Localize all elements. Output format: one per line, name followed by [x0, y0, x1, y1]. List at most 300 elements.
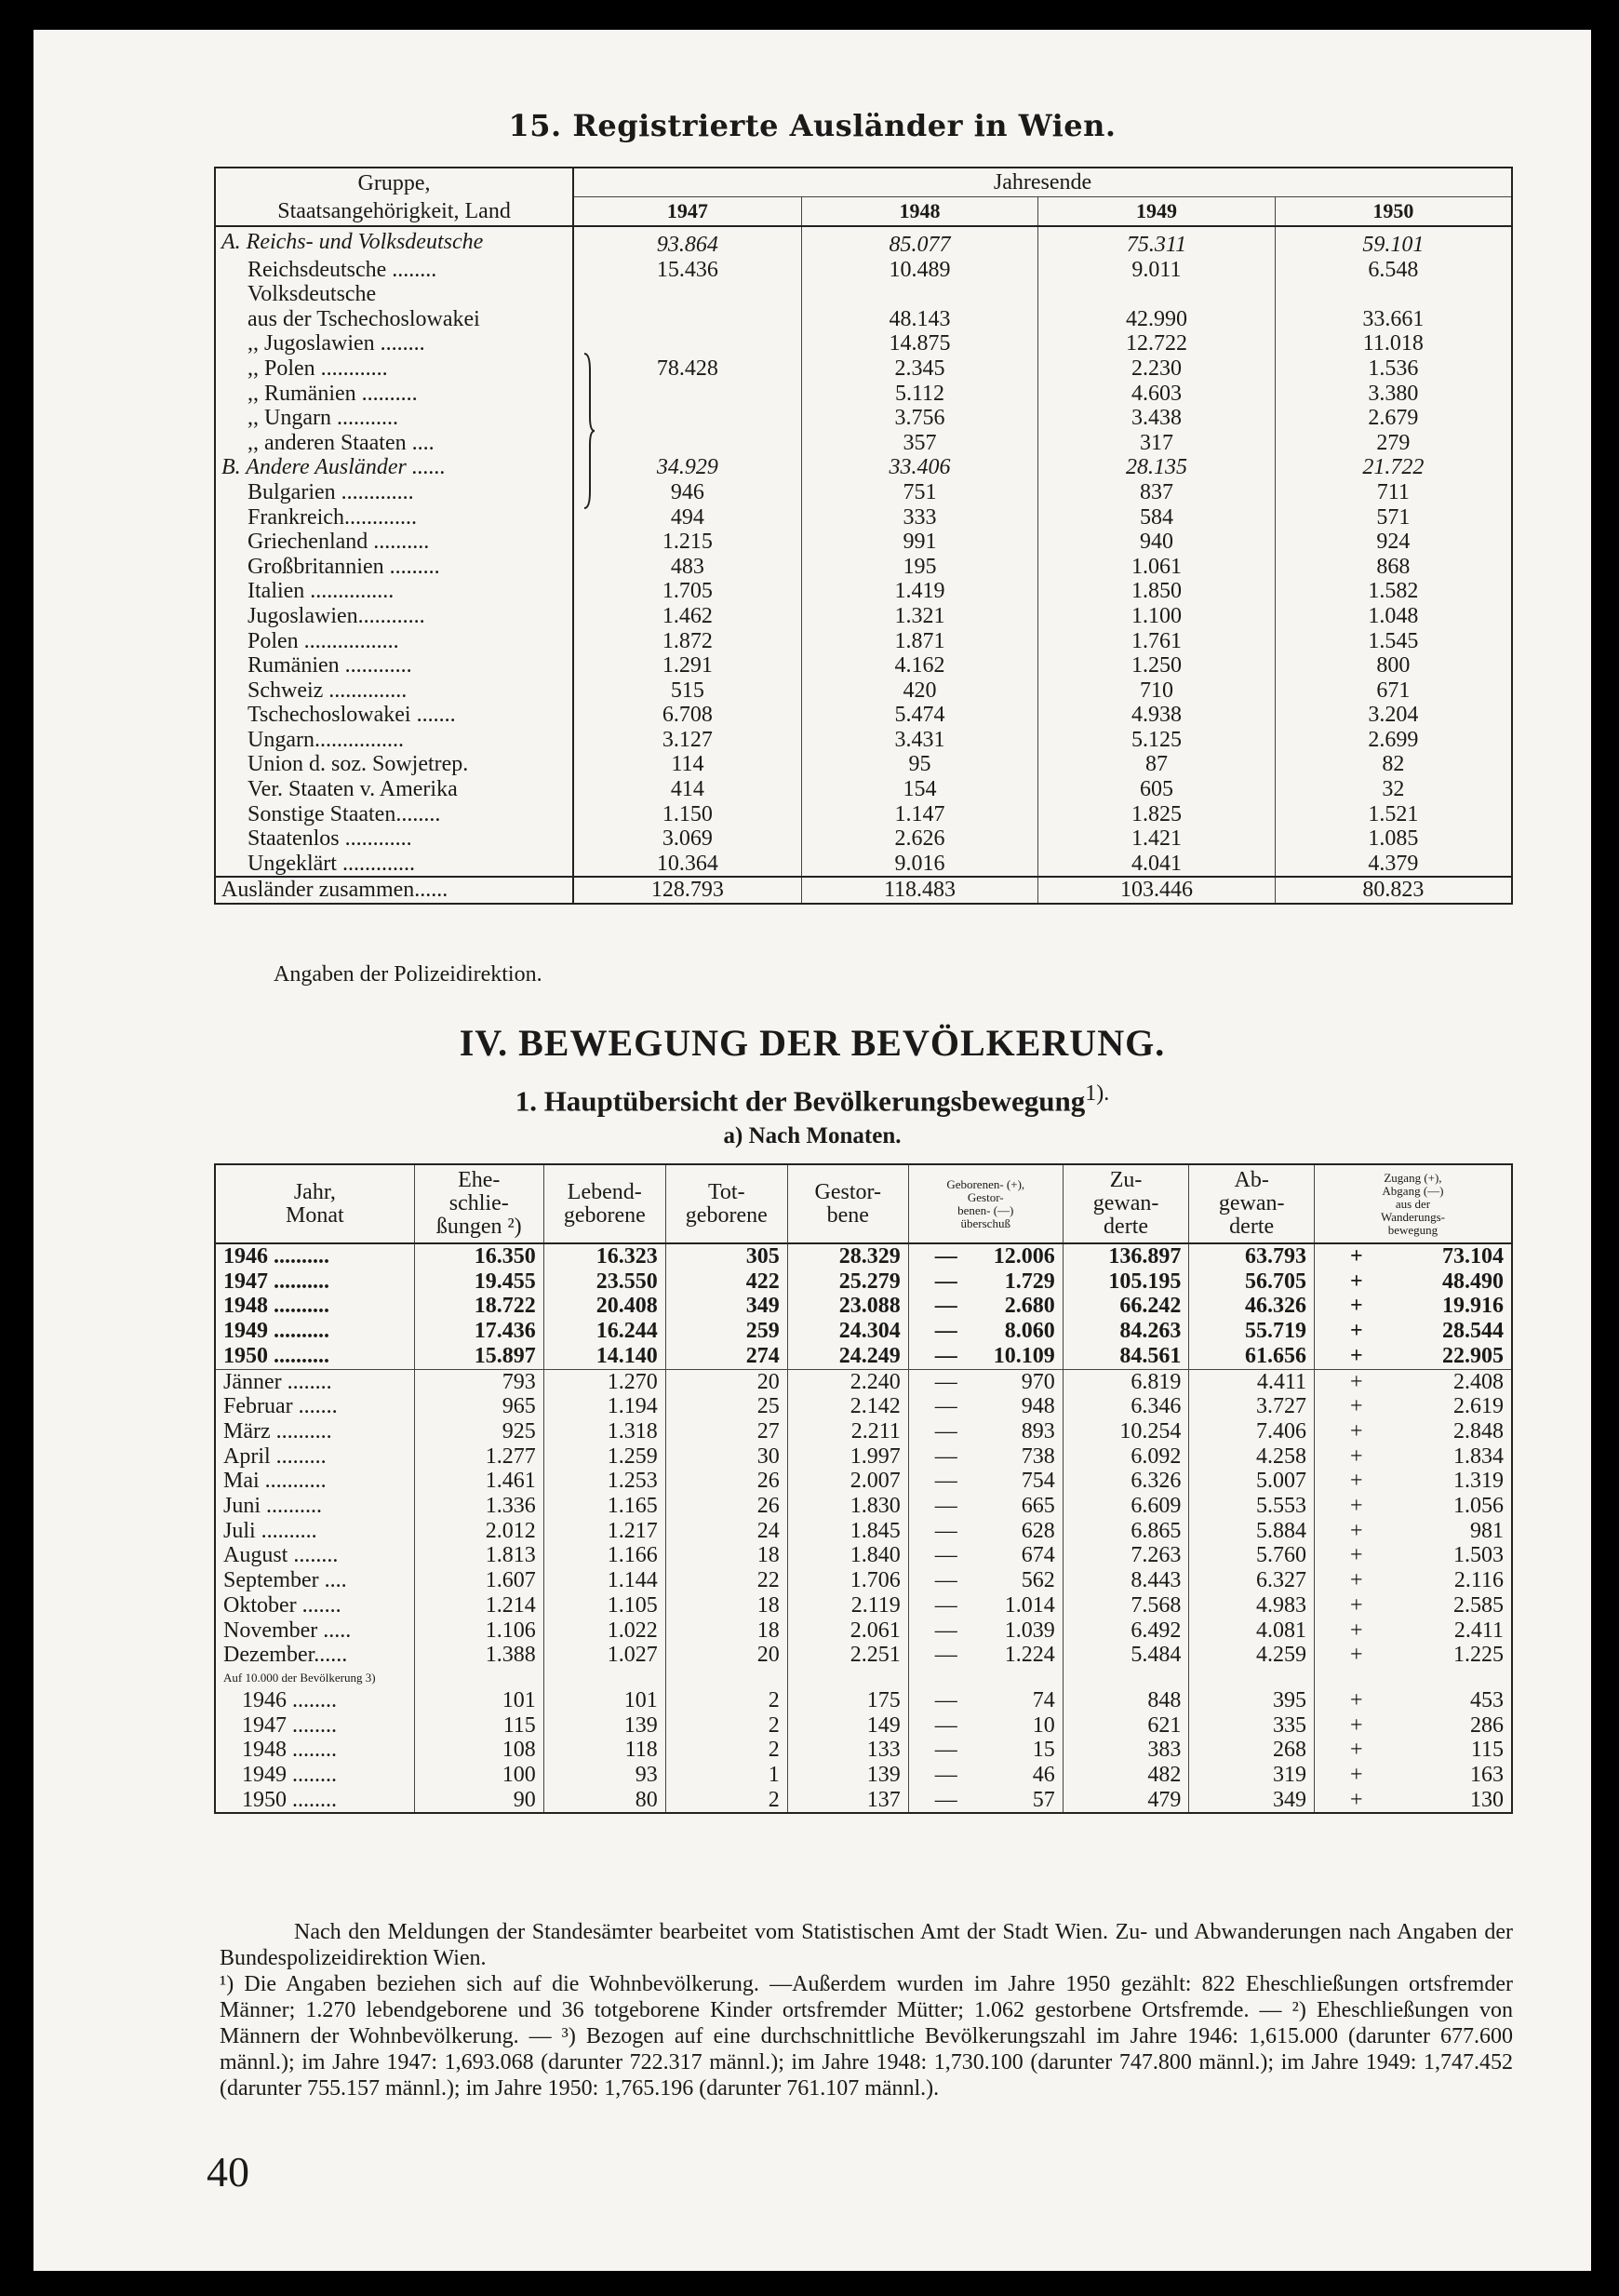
cell-value: 12.006	[993, 1244, 1055, 1269]
sign: +	[1349, 1518, 1363, 1543]
cell-value: 981	[1470, 1518, 1504, 1543]
table-row	[215, 1369, 1512, 1394]
cell-value: 55.719	[1189, 1319, 1315, 1344]
column-header: Gestor- bene	[787, 1164, 908, 1243]
cell-value: 1.215	[573, 530, 801, 555]
row-label: Jänner ........	[215, 1369, 414, 1394]
cell-value: 46	[1032, 1763, 1055, 1788]
row-label: Union d. soz. Sowjetrep.	[215, 752, 573, 777]
cell-value: 73.104	[1442, 1244, 1504, 1269]
cell-value: 1.165	[543, 1494, 665, 1519]
cell-value: 1.871	[801, 629, 1037, 654]
table-row	[215, 1688, 1512, 1713]
migration-balance-cell	[1314, 1319, 1512, 1344]
cell-value: 101	[414, 1688, 543, 1713]
sign: —	[934, 1592, 957, 1618]
row-label: Schweiz ..............	[215, 678, 573, 704]
cell-value: 46.326	[1189, 1294, 1315, 1319]
cell-value: 93	[543, 1763, 665, 1788]
sign: +	[1349, 1787, 1363, 1812]
cell-value: 2.680	[1004, 1294, 1055, 1319]
birth-balance-cell	[908, 1469, 1063, 1494]
cell-value: 948	[1021, 1394, 1055, 1419]
cell-value: 2.345	[801, 356, 1037, 382]
cell-value: 754	[1021, 1469, 1055, 1494]
column-header: Ehe- schlie- ßungen ²)	[414, 1164, 543, 1243]
table-row	[215, 604, 1512, 629]
cell-value: 30	[665, 1444, 787, 1470]
cell-value: 2	[665, 1738, 787, 1763]
birth-balance-cell	[908, 1788, 1063, 1814]
migration-balance-cell	[1314, 1713, 1512, 1739]
section-subsubheading: a) Nach Monaten.	[723, 1123, 902, 1148]
cell-value: 1.061	[1038, 555, 1275, 580]
empty-cell	[543, 1668, 665, 1688]
cell-value: 1.840	[787, 1543, 908, 1568]
cell-value: 1.706	[787, 1568, 908, 1593]
row-label: aus der Tschechoslowakei	[215, 307, 573, 332]
cell-value: 671	[1376, 678, 1411, 703]
sign: —	[934, 1469, 957, 1494]
cell-value: 15.897	[414, 1344, 543, 1369]
row-label: Sonstige Staaten........	[215, 802, 573, 827]
cell-value: 6.346	[1063, 1394, 1189, 1419]
table-row	[215, 1713, 1512, 1739]
cell-value: 482	[1063, 1763, 1189, 1788]
cell-value: 14.875	[801, 331, 1037, 356]
cell-value	[573, 382, 801, 407]
cell-value: 21.722	[1362, 455, 1425, 480]
row-label: 1950 ..........	[215, 1344, 414, 1369]
table-row	[215, 1788, 1512, 1814]
birth-balance-cell	[908, 1394, 1063, 1419]
cell-value: 130	[1470, 1787, 1504, 1812]
subheading-text: 1. Hauptübersicht der Bevölkerungsbewegung	[515, 1084, 1086, 1118]
total-value: 80.823	[1275, 877, 1512, 904]
row-label: Juli ..........	[215, 1519, 414, 1544]
table-row	[215, 826, 1512, 852]
row-label: ,, Ungarn ...........	[215, 406, 573, 431]
section-subheading	[33, 1081, 1591, 1118]
row-label: Tschechoslowakei .......	[215, 703, 573, 728]
sign: +	[1349, 1618, 1363, 1643]
cell-value: 848	[1063, 1688, 1189, 1713]
foreigners-table-body	[215, 226, 1512, 904]
cell-value: 3.431	[801, 728, 1037, 753]
cell-value: 1.194	[543, 1394, 665, 1419]
cell-value: 665	[1021, 1494, 1055, 1519]
cell-value: 1.259	[543, 1444, 665, 1470]
cell-value: 10.364	[573, 852, 801, 878]
cell-value: 2.408	[1453, 1369, 1504, 1394]
row-label: Griechenland ..........	[215, 530, 573, 555]
table-row	[215, 1593, 1512, 1618]
cell-value: 584	[1038, 505, 1275, 530]
table-row	[215, 1344, 1512, 1369]
cell-value: 925	[414, 1419, 543, 1444]
table1-source: Angaben der Polizeidirektion.	[274, 962, 542, 987]
row-label: September ....	[215, 1568, 414, 1593]
cell-value: 710	[1038, 678, 1275, 704]
cell-value: 7.406	[1189, 1419, 1315, 1444]
total-value: 128.793	[573, 877, 801, 904]
cell-value: 1.830	[787, 1494, 908, 1519]
cell-value: 90	[414, 1788, 543, 1814]
cell-value: 751	[801, 480, 1037, 505]
cell-value: 2	[665, 1713, 787, 1739]
cell-value: 26	[665, 1469, 787, 1494]
cell-value: 2.230	[1038, 356, 1275, 382]
cell-value: 19.916	[1442, 1294, 1504, 1319]
table-row	[215, 703, 1512, 728]
empty-cell	[1063, 1668, 1189, 1688]
sign: —	[934, 1687, 957, 1712]
cell-value	[573, 307, 801, 332]
sign: —	[934, 1369, 957, 1394]
cell-value: 562	[1021, 1568, 1055, 1593]
sign: +	[1349, 1568, 1363, 1593]
cell-value: 20	[665, 1643, 787, 1668]
empty-cell	[414, 1668, 543, 1688]
cell-value: 3.438	[1038, 406, 1275, 431]
cell-value: 25	[665, 1394, 787, 1419]
cell-value: 453	[1470, 1687, 1504, 1712]
table-row	[215, 431, 1512, 456]
cell-value: 154	[801, 777, 1037, 802]
table2-source: Nach den Meldungen der Standesämter bearbeitet vom Statistischen Amt der Stadt Wien. Zu- und Abwanderungen nach Angaben der Bundespolizeidirektion Wien.	[220, 1920, 1513, 1970]
table-row	[215, 1319, 1512, 1344]
cell-value: 9.011	[1038, 258, 1275, 283]
sign: —	[934, 1763, 957, 1788]
sign: +	[1349, 1687, 1363, 1712]
column-header: Jahr, Monat	[215, 1164, 414, 1243]
migration-balance-cell	[1314, 1494, 1512, 1519]
sign: +	[1349, 1712, 1363, 1738]
cell-value: 4.379	[1368, 851, 1419, 876]
cell-value: 1.270	[543, 1369, 665, 1394]
sign: —	[934, 1618, 957, 1643]
section-heading: IV. BEWEGUNG DER BEVÖLKERUNG.	[459, 1022, 1166, 1064]
migration-balance-cell	[1314, 1763, 1512, 1788]
cell-value: 93.864	[573, 226, 801, 258]
cell-value: 1.291	[573, 653, 801, 678]
table-row	[215, 356, 1512, 382]
birth-balance-cell	[908, 1519, 1063, 1544]
cell-value: 7.568	[1063, 1593, 1189, 1618]
cell-value: 1.761	[1038, 629, 1275, 654]
row-label: Ungarn................	[215, 728, 573, 753]
birth-balance-cell	[908, 1494, 1063, 1519]
cell-value: 605	[1038, 777, 1275, 802]
cell-value: 18	[665, 1543, 787, 1568]
cell-value: 2.411	[1453, 1618, 1504, 1643]
cell-value: 4.603	[1038, 382, 1275, 407]
cell-value: 1	[665, 1763, 787, 1788]
table-row	[215, 1643, 1512, 1668]
table-row	[215, 1763, 1512, 1788]
row-label: August ........	[215, 1543, 414, 1568]
sign: +	[1349, 1369, 1363, 1394]
empty-cell	[665, 1668, 787, 1688]
birth-balance-cell	[908, 1618, 1063, 1644]
row-label: 1946 ........	[215, 1688, 414, 1713]
row-label: 1948 ........	[215, 1738, 414, 1763]
cell-value: 3.069	[573, 826, 801, 852]
cell-value: 175	[787, 1688, 908, 1713]
cell-value: 793	[414, 1369, 543, 1394]
cell-value: 66.242	[1063, 1294, 1189, 1319]
sign: +	[1349, 1643, 1363, 1668]
cell-value: 1.014	[1004, 1592, 1055, 1618]
group-header-line2: Staatsangehörigkeit, Land	[277, 198, 511, 223]
row-label: Italien ...............	[215, 579, 573, 604]
cell-value: 2.626	[801, 826, 1037, 852]
cell-value: 1.224	[1004, 1643, 1055, 1668]
cell-value: 319	[1189, 1763, 1315, 1788]
sign: —	[934, 1738, 957, 1763]
cell-value: 1.536	[1368, 356, 1419, 381]
sign: —	[934, 1319, 957, 1344]
row-label: ,, Jugoslawien ........	[215, 331, 573, 356]
cell-value: 6.548	[1368, 257, 1419, 282]
total-row	[215, 877, 1512, 904]
table-row	[215, 653, 1512, 678]
cell-value: 28.544	[1442, 1319, 1504, 1344]
birth-balance-cell	[908, 1713, 1063, 1739]
empty-cell	[1189, 1668, 1315, 1688]
cell-value: 738	[1021, 1443, 1055, 1469]
cell-value: 1.872	[573, 629, 801, 654]
cell-value: 10	[1032, 1712, 1055, 1738]
cell-value: 868	[1376, 554, 1411, 579]
row-label: ,, Rumänien ..........	[215, 382, 573, 407]
cell-value: 395	[1189, 1688, 1315, 1713]
cell-value: 2.116	[1453, 1568, 1504, 1593]
table-row	[215, 505, 1512, 530]
table-row	[215, 1519, 1512, 1544]
sign: —	[934, 1294, 957, 1319]
sign: —	[934, 1269, 957, 1294]
birth-balance-cell	[908, 1643, 1063, 1668]
cell-value: 61.656	[1189, 1344, 1315, 1369]
table-row	[215, 1269, 1512, 1295]
cell-value: 17.436	[414, 1319, 543, 1344]
sign: +	[1349, 1443, 1363, 1469]
migration-balance-cell	[1314, 1469, 1512, 1494]
cell-value: 42.990	[1038, 307, 1275, 332]
cell-value: 305	[665, 1243, 787, 1269]
brace-icon	[582, 352, 595, 510]
cell-value: 420	[801, 678, 1037, 704]
sign: —	[934, 1568, 957, 1593]
cell-value: 1.997	[787, 1444, 908, 1470]
table-row	[215, 1294, 1512, 1319]
cell-value: 101	[543, 1688, 665, 1713]
table-row	[215, 1469, 1512, 1494]
row-label: Februar .......	[215, 1394, 414, 1419]
year-end-header: Jahresende	[573, 168, 1512, 197]
cell-value: 1.545	[1368, 628, 1419, 653]
column-header: Lebend- geborene	[543, 1164, 665, 1243]
cell-value: 10.489	[801, 258, 1037, 283]
sign: +	[1349, 1592, 1363, 1618]
cell-value: 2.585	[1453, 1592, 1504, 1618]
cell-value: 5.112	[801, 382, 1037, 407]
cell-value: 133	[787, 1738, 908, 1763]
cell-value: 100	[414, 1763, 543, 1788]
population-movement-table	[214, 1163, 1513, 1814]
sign: —	[934, 1244, 957, 1269]
cell-value: 2.119	[787, 1593, 908, 1618]
birth-balance-cell	[908, 1543, 1063, 1568]
cell-value: 893	[1021, 1418, 1055, 1443]
migration-balance-cell	[1314, 1369, 1512, 1394]
birth-balance-cell	[908, 1444, 1063, 1470]
cell-value: 274	[665, 1344, 787, 1369]
cell-value: 108	[414, 1738, 543, 1763]
cell-value: 16.350	[414, 1243, 543, 1269]
cell-value: 5.484	[1063, 1643, 1189, 1668]
cell-value: 84.263	[1063, 1319, 1189, 1344]
cell-value: 1.144	[543, 1568, 665, 1593]
subheading-footnote-ref: 1).	[1085, 1081, 1110, 1106]
row-label: Jugoslawien............	[215, 604, 573, 629]
cell-value: 1.419	[801, 579, 1037, 604]
cell-value: 139	[543, 1713, 665, 1739]
table-row	[215, 555, 1512, 580]
cell-value: 22	[665, 1568, 787, 1593]
cell-value: 1.503	[1453, 1543, 1504, 1568]
row-label: 1950 ........	[215, 1788, 414, 1814]
cell-value: 34.929	[573, 455, 801, 480]
cell-value: 349	[1189, 1788, 1315, 1814]
cell-value: 12.722	[1038, 331, 1275, 356]
migration-balance-cell	[1314, 1394, 1512, 1419]
cell-value: 18	[665, 1618, 787, 1644]
footnote-text: ¹) Die Angaben beziehen sich auf die Wohnbevölkerung. —Außerdem wurden im Jahre 1950 gezählt: 822 Eheschließungen ortsfremder Männer; 1.270 lebendgeborene und 36 totgeborene Kinder ortsfremder Mütter; 1.062 gestorbene Ortsfremde. — ²) Eheschließungen von Männern der Wohnbevölkerung. — ³) Bezogen auf eine durchschnittliche Bevölkerungszahl im Jahre 1946: 1,615.000 (darunter 677.600 männl.); im Jahre 1947: 1,693.068 (darunter 722.317 männl.); im Jahre 1948: 1,730.100 (darunter 747.800 männl.); im Jahre 1949: 1,747.452 (darunter 755.157 männl.); im Jahre 1950: 1,765.196 (darunter 761.107 männl.).	[220, 1972, 1513, 2101]
cell-value: 970	[1021, 1369, 1055, 1394]
cell-value: 571	[1376, 504, 1411, 530]
cell-value: 479	[1063, 1788, 1189, 1814]
cell-value: 56.705	[1189, 1269, 1315, 1295]
cell-value: 24	[665, 1519, 787, 1544]
cell-value	[573, 282, 801, 307]
column-header: Tot- geborene	[665, 1164, 787, 1243]
birth-balance-cell	[908, 1688, 1063, 1713]
row-label: Frankreich.............	[215, 505, 573, 530]
cell-value: 5.884	[1189, 1519, 1315, 1544]
cell-value: 14.140	[543, 1344, 665, 1369]
birth-balance-cell	[908, 1344, 1063, 1369]
birth-balance-cell	[908, 1568, 1063, 1593]
cell-value: 74	[1032, 1687, 1055, 1712]
cell-value: 28.329	[787, 1243, 908, 1269]
cell-value: 8.443	[1063, 1568, 1189, 1593]
birth-balance-cell	[908, 1294, 1063, 1319]
cell-value: 422	[665, 1269, 787, 1295]
cell-value: 2.699	[1368, 727, 1419, 752]
cell-value: 483	[573, 555, 801, 580]
table-row	[215, 728, 1512, 753]
table-row	[215, 629, 1512, 654]
cell-value: 1.105	[543, 1593, 665, 1618]
document-page	[33, 30, 1591, 2271]
total-value: 118.483	[801, 877, 1037, 904]
cell-value: 1.150	[573, 802, 801, 827]
sign: —	[934, 1643, 957, 1668]
migration-balance-cell	[1314, 1344, 1512, 1369]
row-label: Bulgarien .............	[215, 480, 573, 505]
row-label: B. Andere Ausländer ......	[215, 455, 573, 480]
cell-value: 1.729	[1004, 1269, 1055, 1294]
cell-value: 4.983	[1189, 1593, 1315, 1618]
cell-value: 84.561	[1063, 1344, 1189, 1369]
cell-value: 4.081	[1189, 1618, 1315, 1644]
per-10000-subheader-row	[215, 1668, 1512, 1688]
cell-value: 711	[1376, 479, 1410, 504]
row-label: Ver. Staaten v. Amerika	[215, 777, 573, 802]
cell-value: 800	[1376, 653, 1411, 678]
sign: +	[1349, 1494, 1363, 1519]
table-row	[215, 406, 1512, 431]
row-label: 1947 ........	[215, 1713, 414, 1739]
migration-balance-cell	[1314, 1294, 1512, 1319]
cell-value: 1.850	[1038, 579, 1275, 604]
page-number: 40	[207, 2148, 249, 2195]
cell-value: 4.411	[1189, 1369, 1315, 1394]
year-header: 1950	[1275, 197, 1512, 227]
cell-value: 5.474	[801, 703, 1037, 728]
row-label: 1949 ..........	[215, 1319, 414, 1344]
cell-value: 6.609	[1063, 1494, 1189, 1519]
cell-value: 114	[573, 752, 801, 777]
cell-value: 16.244	[543, 1319, 665, 1344]
cell-value: 965	[414, 1394, 543, 1419]
foreigners-table	[214, 167, 1513, 905]
cell-value: 15	[1032, 1738, 1055, 1763]
cell-value: 621	[1063, 1713, 1189, 1739]
cell-value: 23.550	[543, 1269, 665, 1295]
cell-value: 1.253	[543, 1469, 665, 1494]
cell-value: 10.254	[1063, 1419, 1189, 1444]
cell-value: 115	[414, 1713, 543, 1739]
table-row	[215, 1738, 1512, 1763]
table-row	[215, 258, 1512, 283]
cell-value	[573, 406, 801, 431]
birth-balance-cell	[908, 1419, 1063, 1444]
cell-value: 1.813	[414, 1543, 543, 1568]
sign: +	[1349, 1244, 1363, 1269]
migration-balance-cell	[1314, 1444, 1512, 1470]
row-label: ,, anderen Staaten ....	[215, 431, 573, 456]
cell-value: 57	[1032, 1787, 1055, 1812]
row-label: Polen .................	[215, 629, 573, 654]
table-row	[215, 1243, 1512, 1269]
birth-balance-cell	[908, 1319, 1063, 1344]
sign: +	[1349, 1319, 1363, 1344]
total-value: 103.446	[1038, 877, 1275, 904]
cell-value: 5.760	[1189, 1543, 1315, 1568]
row-label: 1949 ........	[215, 1763, 414, 1788]
cell-value: 24.304	[787, 1319, 908, 1344]
cell-value: 7.263	[1063, 1543, 1189, 1568]
row-label: Juni ..........	[215, 1494, 414, 1519]
sign: —	[934, 1518, 957, 1543]
cell-value: 2	[665, 1688, 787, 1713]
cell-value: 1.845	[787, 1519, 908, 1544]
cell-value: 20	[665, 1369, 787, 1394]
cell-value: 6.327	[1189, 1568, 1315, 1593]
